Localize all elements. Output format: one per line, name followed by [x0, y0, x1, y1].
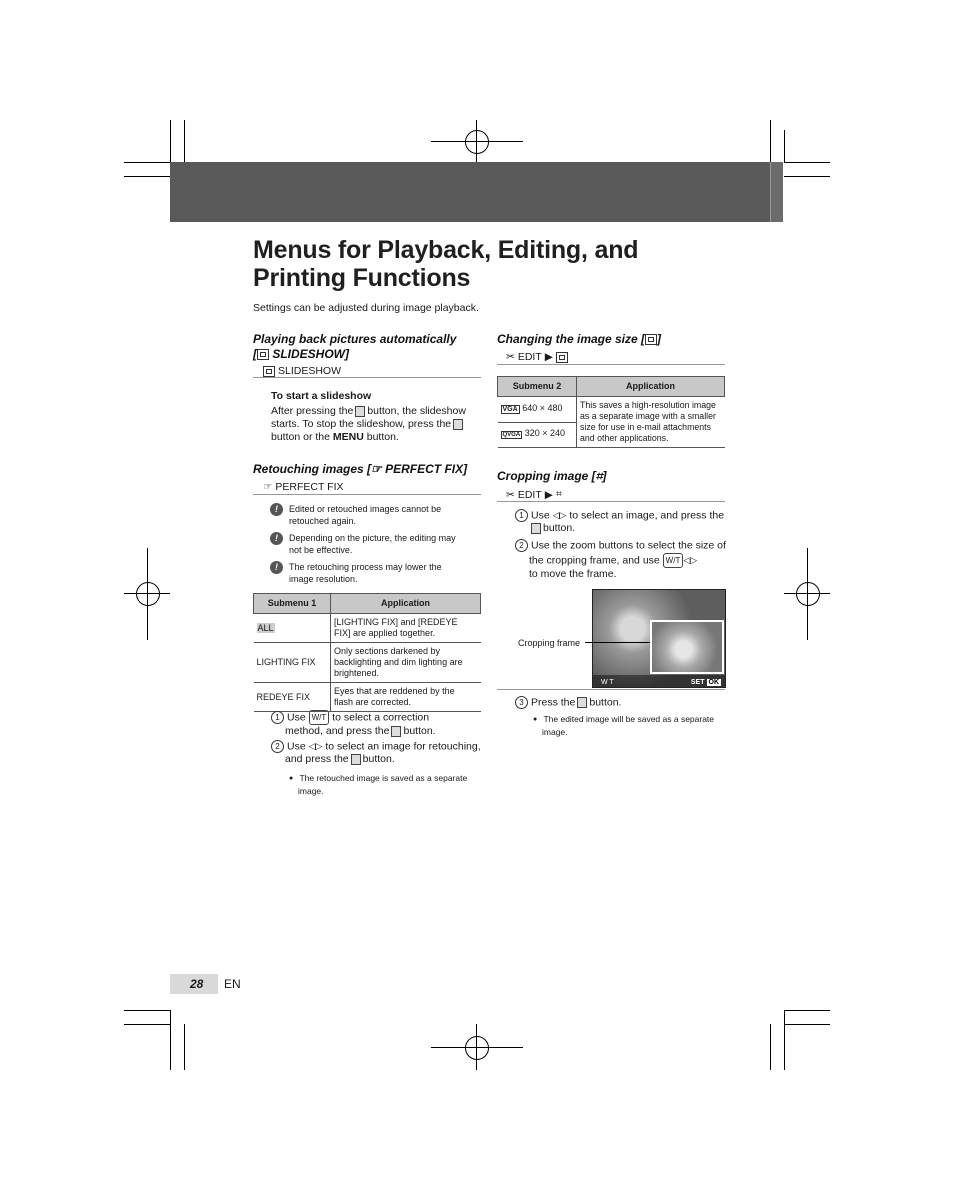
resize-icon — [556, 352, 568, 363]
path-label: EDIT — [517, 351, 542, 363]
table-cell: LIGHTING FIX — [254, 643, 331, 683]
crop-mark — [170, 1010, 171, 1070]
cropping-heading-text: ] — [602, 469, 607, 483]
note-text: The retouched image is saved as a separate — [299, 773, 468, 784]
zoom-buttons-icon: W/T — [309, 710, 330, 725]
note-item — [270, 561, 482, 585]
step-text: button. — [403, 725, 436, 737]
menu-button-label: MENU — [332, 431, 364, 443]
note-text: image. — [298, 786, 324, 797]
bracket: [ — [253, 347, 257, 361]
cropping-frame-callout: Cropping frame — [518, 638, 581, 648]
table-cell: This saves a high-resolution image — [580, 400, 716, 410]
resize-icon — [645, 334, 657, 345]
crop-mark — [784, 130, 785, 162]
table-header: Submenu 1 — [254, 594, 331, 614]
resize-menu-path — [506, 351, 568, 363]
cropping-final-step — [515, 696, 727, 738]
step-note — [515, 713, 727, 738]
arrow-right-icon: ▶ — [544, 488, 553, 501]
step-text: method, and press the — [285, 725, 390, 737]
divider — [497, 364, 725, 365]
ok-button-icon — [577, 697, 587, 708]
qvga-icon: QVGA — [502, 432, 521, 439]
page-title — [253, 236, 773, 292]
body-text: starts. To stop the slideshow, press the — [271, 418, 452, 430]
path-label: EDIT — [517, 488, 542, 501]
slideshow-heading-line: Playing back pictures automatically — [253, 332, 457, 346]
step-note — [271, 772, 483, 797]
resize-table — [497, 376, 725, 448]
step-number: 1 — [515, 509, 528, 522]
step — [271, 740, 483, 766]
intro-text: Settings can be adjusted during image playback. — [253, 302, 479, 314]
table-row — [254, 643, 481, 683]
crop-mark — [784, 162, 830, 163]
body-text: After pressing the — [271, 405, 354, 417]
crop-mark — [184, 120, 185, 162]
perfect-fix-path-label: PERFECT FIX — [275, 481, 344, 493]
table-row — [498, 397, 725, 423]
perfect-fix-heading-text: Retouching images [ — [253, 462, 372, 476]
perfect-fix-icon: ☞ — [263, 481, 273, 493]
playback-slideshow-icon — [257, 349, 269, 360]
arrow-right-icon: ▶ — [544, 351, 553, 363]
step — [515, 509, 727, 535]
step-text: to move the frame. — [529, 567, 617, 580]
divider — [497, 689, 725, 690]
perfect-fix-icon: ☞ — [371, 462, 382, 476]
edit-menu-icon: ✂ — [506, 488, 515, 501]
step-text: to select a correction — [332, 711, 430, 724]
language-code: EN — [224, 977, 241, 991]
vga-icon: VGA — [502, 406, 518, 414]
slideshow-instructions — [271, 390, 483, 444]
step-text: button. — [543, 522, 576, 535]
slideshow-heading-line: SLIDESHOW] — [272, 347, 350, 361]
ok-button-icon — [355, 406, 365, 417]
step-number: 2 — [515, 539, 528, 552]
divider — [497, 501, 725, 502]
note-item — [270, 503, 482, 527]
page-title-line: Menus for Playback, Editing, and — [253, 236, 639, 264]
step-text: Use — [531, 509, 550, 522]
table-cell: 320 × 240 — [524, 428, 565, 439]
left-right-arrows-icon: ◁▷ — [308, 741, 323, 751]
crop-mark — [784, 1010, 830, 1011]
note-list — [270, 503, 482, 585]
note-text: Depending on the picture, the editing may — [289, 533, 456, 543]
cropping-steps — [515, 509, 727, 581]
step-text: Use the zoom buttons to select the size of — [531, 539, 726, 552]
ok-button-icon — [531, 523, 541, 534]
table-cell: as a separate image with a smaller — [580, 411, 716, 421]
crop-mark — [184, 1024, 185, 1070]
edit-menu-icon: ✂ — [506, 351, 515, 363]
note-text: image. — [542, 727, 568, 738]
body-text: button. — [366, 431, 399, 443]
crop-mark — [770, 1024, 771, 1070]
header-band — [170, 162, 782, 222]
crop-mark — [784, 176, 830, 177]
table-cell: Only sections darkened by — [334, 646, 441, 656]
slideshow-subheading: To start a slideshow — [271, 390, 372, 402]
step — [271, 710, 483, 738]
set-label: SET — [690, 679, 705, 686]
perfect-fix-menu-path — [263, 481, 344, 493]
submenu-all-icon: ALL — [257, 622, 274, 633]
step-text: to select an image, and press the — [569, 509, 725, 522]
table-cell: REDEYE FIX — [254, 683, 331, 712]
perfect-fix-heading — [253, 462, 467, 477]
step-number: 2 — [271, 740, 284, 753]
cropping-frame — [650, 620, 724, 674]
note-text: The edited image will be saved as a separate — [543, 714, 715, 725]
resize-heading-text: ] — [657, 332, 662, 346]
crop-mark — [784, 1024, 830, 1025]
step-number: 3 — [515, 696, 528, 709]
table-cell: FIX] are applied together. — [334, 628, 436, 638]
left-right-arrows-icon: ◁▷ — [683, 554, 698, 565]
callout-line — [585, 642, 650, 643]
crop-mark — [770, 120, 771, 162]
playback-slideshow-icon — [263, 366, 275, 377]
crop-mark — [170, 120, 171, 162]
step-text: Use — [287, 740, 306, 753]
zoom-buttons-icon: W/T — [663, 553, 684, 568]
note-item — [270, 532, 482, 556]
note-text: retouched again. — [289, 516, 357, 526]
table-cell: and other applications. — [580, 433, 669, 443]
perfect-fix-heading-text: PERFECT FIX] — [385, 462, 468, 476]
ok-button-icon — [453, 419, 463, 430]
crop-mark — [784, 1010, 785, 1070]
step-text: and press the — [285, 753, 349, 766]
crop-mark — [124, 162, 170, 163]
table-cell: flash are corrected. — [334, 697, 412, 707]
table-row — [254, 614, 481, 643]
step-text: button. — [589, 696, 622, 709]
note-text: The retouching process may lower the — [289, 562, 442, 572]
crop-mark — [124, 176, 170, 177]
note-text: image resolution. — [289, 574, 358, 584]
cropping-menu-path — [506, 488, 562, 501]
crop-preview-screen — [592, 589, 726, 688]
slideshow-path-label: SLIDESHOW — [278, 365, 342, 377]
table-cell: 640 × 480 — [522, 403, 563, 414]
divider — [253, 377, 481, 378]
cropping-heading — [497, 469, 606, 484]
step-text: the cropping frame, and use — [529, 553, 660, 566]
resize-heading-text: Changing the image size [ — [497, 332, 646, 346]
step-text: button. — [362, 753, 395, 766]
caution-icon: ! — [270, 561, 283, 574]
page-title-line: Printing Functions — [253, 264, 471, 292]
step — [515, 539, 727, 580]
slideshow-menu-path — [263, 365, 341, 377]
table-header: Submenu 2 — [498, 377, 577, 397]
table-cell: backlighting and dim lighting are — [334, 657, 463, 667]
body-text: button or the — [271, 431, 330, 443]
table-cell: [LIGHTING FIX] and [REDEYE — [334, 617, 458, 627]
table-cell: brightened. — [334, 668, 380, 678]
note-text: not be effective. — [289, 545, 353, 555]
zoom-indicator-icon: W T — [601, 679, 614, 686]
left-right-arrows-icon: ◁▷ — [552, 510, 567, 520]
caution-icon: ! — [270, 532, 283, 545]
crop-icon: ⌗ — [595, 469, 603, 483]
cropping-heading-text: Cropping image [ — [497, 469, 596, 483]
body-text: button, the slideshow — [367, 405, 466, 417]
caution-icon: ! — [270, 503, 283, 516]
step-text: to select an image for retouching, — [325, 740, 481, 753]
perfect-fix-steps — [271, 710, 483, 797]
table-cell: Eyes that are reddened by the — [334, 686, 455, 696]
page-number: 28 — [190, 977, 204, 991]
crop-icon: ⌗ — [555, 488, 562, 500]
divider — [253, 494, 481, 495]
step — [515, 696, 727, 709]
step-number: 1 — [271, 711, 284, 724]
table-cell: size for use in e-mail attachments — [580, 422, 712, 432]
table-row — [254, 683, 481, 712]
ok-button-icon — [391, 726, 401, 737]
table-header: Application — [577, 377, 725, 397]
crop-mark — [124, 1024, 170, 1025]
step-text: Use — [287, 711, 306, 724]
ok-label: OK — [708, 679, 719, 686]
table-header: Application — [331, 594, 481, 614]
header-band-edge — [770, 162, 783, 222]
resize-heading — [497, 332, 661, 347]
slideshow-heading — [253, 332, 456, 362]
step-text: Press the — [531, 696, 576, 709]
note-text: Edited or retouched images cannot be — [289, 504, 442, 514]
perfect-fix-table — [253, 593, 481, 712]
ok-button-icon — [351, 754, 361, 765]
crop-mark — [124, 1010, 170, 1011]
